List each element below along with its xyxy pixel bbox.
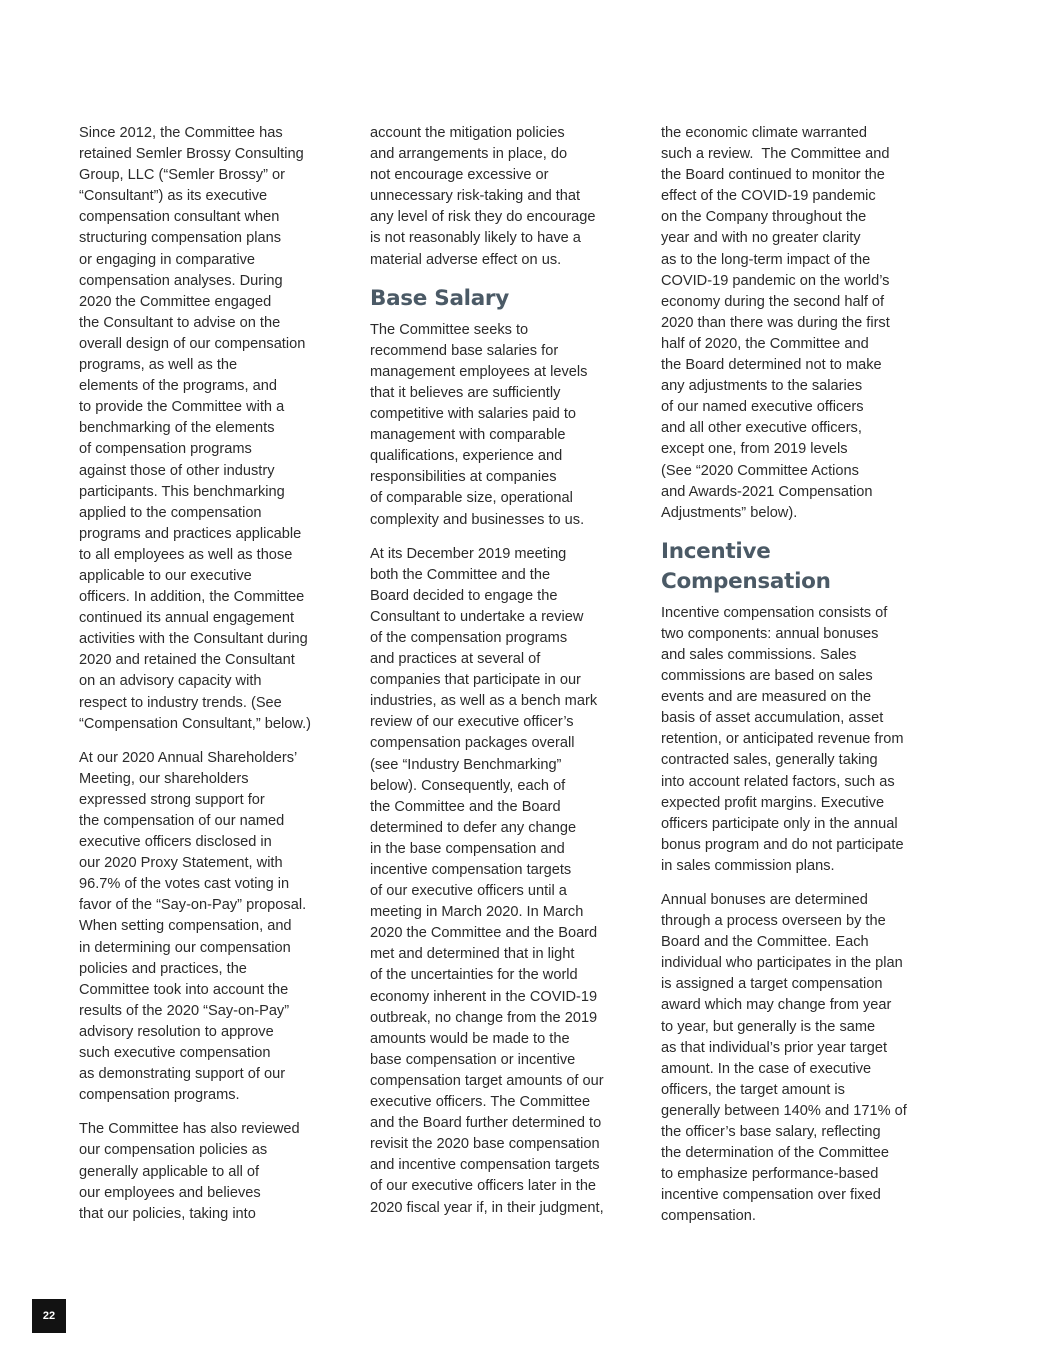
- text-column-2: [370, 123, 632, 1232]
- heading-incentive-compensation: Incentive Compensation: [661, 538, 831, 594]
- paragraph-covid-salary-decision: the economic climate warranted such a review. The Committee and the Board continued to monitor the effect of the COVID-19 pandemic on the Company throughout the year and with no greater clarity as to the long-term impact of the COVID-19 pandemic on the world’s economy during the second half of 2020 than there was during the first half of 2020, the Committee and the Board determined not to make any adjustments to the salaries of our named executive officers and all other executive officers, except one, from 2019 levels (See “2020 Committee Actions and Awards-2021 Compensation Adjustments” below).: [661, 125, 890, 521]
- paragraph-base-salary-policy: The Committee seeks to recommend base salaries for management employees at levels that it believes are sufficiently competitive with salaries paid to management with comparable qualifications, experience and responsibilities at companies of comparable size, operational complexity and businesses to us.: [370, 321, 588, 528]
- heading-base-salary: Base Salary: [370, 285, 509, 311]
- paragraph-risk-review: The Committee has also reviewed our compensation policies as generally applicable to all of our employees and believes that our policies, taking into: [79, 1121, 300, 1222]
- paragraph-compensation-consultant: Since 2012, the Committee has retained Semler Brossy Consulting Group, LLC (“Semler Brossy” or “Consultant”) as its executive compensation consultant when structuring compensation plans or engaging in comparative compensation analyses. During 2020 the Committee engaged the Consultant to advise on the overall design of our compensation programs, as well as the elements of the programs, and to provide the Committee with a benchmarking of the elements of compensation programs against those of other industry participants. This benchmarking applied to the compensation programs and practices applicable to all employees as well as those applicable to our executive officers. In addition, the Committee continued its annual engagement activities with the Consultant during 2020 and retained the Consultant on an advisory capacity with respect to industry trends. (See “Compensation Consultant,” below.): [79, 125, 311, 732]
- paragraph-say-on-pay: At our 2020 Annual Shareholders’ Meeting, our shareholders expressed strong support for the compensation of our named executive officers disclosed in our 2020 Proxy Statement, with 96.7% of the votes cast voting in favor of the “Say-on-Pay” proposal. When setting compensation, and in determining our compensation policies and practices, the Committee took into account the results of the 2020 “Say-on-Pay” advisory resolution to approve such executive compensation as demonstrating support of our compensation programs.: [79, 749, 307, 1104]
- paragraph-risk-review-continued: account the mitigation policies and arrangements in place, do not encourage excessive or unnecessary risk-taking and that any level of risk they do encourage is not reasonably likely to have a material adverse effect on us.: [370, 125, 596, 268]
- paragraph-benchmark-review: At its December 2019 meeting both the Committee and the Board decided to engage the Consultant to undertake a review of the compensation programs and practices at several of companies that participate in our industries, as well as a bench mark review of our executive officer’s compensation packages overall (see “Industry Benchmarking” below). Consequently, each of the Committee and the Board determined to defer any change in the base compensation and incentive compensation targets of our executive officers until a meeting in March 2020. In March 2020 the Committee and the Board met and determined that in light of the uncertainties for the world economy inherent in the COVID-19 outbreak, no change from the 2019 amounts would be made to the base compensation or incentive compensation target amounts of our executive officers. The Committee and the Board further determined to revisit the 2020 base compensation and incentive compensation targets of our executive officers later in the 2020 fiscal year if, in their judgment,: [370, 545, 604, 1216]
- paragraph-incentive-components: Incentive compensation consists of two components: annual bonuses and sales commissions. Sales commissions are based on sales events and are measured on the basis of asset accumulation, asset retention, or anticipated revenue from contracted sales, generally taking into account related factors, such as expected profit margins. Executive officers participate only in the annual bonus program and do not participate in sales commission plans.: [661, 604, 904, 874]
- page-number-badge: 22: [32, 1299, 66, 1333]
- paragraph-annual-bonuses: Annual bonuses are determined through a process overseen by the Board and the Committee. Each individual who participates in the plan is assigned a target compensation award which may change from year to year, but generally is the same as that individual’s prior year target amount. In the case of executive officers, the target amount is generally between 140% and 171% of the officer’s base salary, reflecting the determination of the Committee to emphasize performance-based incentive compensation over fixed compensation.: [661, 892, 907, 1225]
- text-column-1: [79, 123, 341, 1238]
- text-column-3: [661, 123, 923, 1241]
